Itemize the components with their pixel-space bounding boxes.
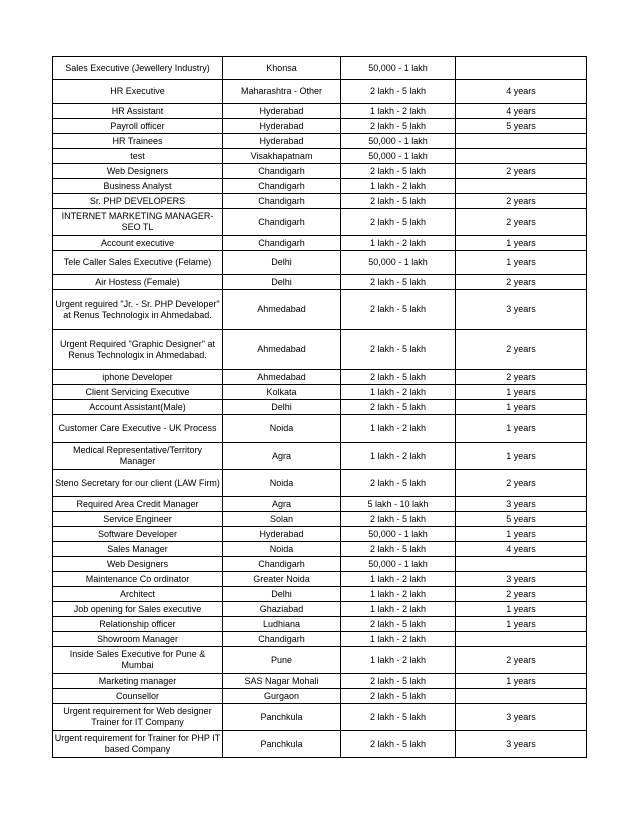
table-row (53, 731, 587, 758)
job-title-cell: HR Executive (53, 80, 223, 104)
location-cell: Noida (223, 415, 341, 443)
table-row (53, 275, 587, 290)
salary-range-cell: 2 lakh - 5 lakh (341, 370, 456, 385)
job-title-cell: Software Developer (53, 527, 223, 542)
experience-cell: 3 years (456, 290, 587, 330)
experience-cell (456, 57, 587, 80)
job-title-cell: Urgent requirement for Web designer Trainer for IT Company (53, 704, 223, 731)
experience-cell (456, 134, 587, 149)
job-title-cell: Sr. PHP DEVELOPERS (53, 194, 223, 209)
location-cell: Chandigarh (223, 236, 341, 251)
job-title-cell: Service Engineer (53, 512, 223, 527)
salary-range-cell: 50,000 - 1 lakh (341, 557, 456, 572)
experience-cell: 1 years (456, 415, 587, 443)
table-row (53, 119, 587, 134)
salary-range-cell: 2 lakh - 5 lakh (341, 731, 456, 758)
job-title-cell: Web Designers (53, 557, 223, 572)
salary-range-cell: 2 lakh - 5 lakh (341, 617, 456, 632)
experience-cell: 1 years (456, 674, 587, 689)
location-cell: Visakhapatnam (223, 149, 341, 164)
location-cell: Khonsa (223, 57, 341, 80)
job-title-cell: Account Assistant(Male) (53, 400, 223, 415)
table-row (53, 149, 587, 164)
table-row (53, 542, 587, 557)
location-cell: Chandigarh (223, 179, 341, 194)
location-cell: Greater Noida (223, 572, 341, 587)
location-cell: Agra (223, 497, 341, 512)
experience-cell: 2 years (456, 587, 587, 602)
salary-range-cell: 1 lakh - 2 lakh (341, 236, 456, 251)
table-row (53, 617, 587, 632)
table-row (53, 647, 587, 674)
table-row (53, 134, 587, 149)
salary-range-cell: 2 lakh - 5 lakh (341, 119, 456, 134)
table-row (53, 512, 587, 527)
job-title-cell: Web Designers (53, 164, 223, 179)
salary-range-cell: 1 lakh - 2 lakh (341, 415, 456, 443)
experience-cell: 1 years (456, 602, 587, 617)
salary-range-cell: 2 lakh - 5 lakh (341, 512, 456, 527)
job-title-cell: Business Analyst (53, 179, 223, 194)
job-title-cell: Client Servicing Executive (53, 385, 223, 400)
location-cell: Kolkata (223, 385, 341, 400)
salary-range-cell: 1 lakh - 2 lakh (341, 632, 456, 647)
location-cell: Noida (223, 470, 341, 497)
job-title-cell: Relationship officer (53, 617, 223, 632)
job-title-cell: Maintenance Co ordinator (53, 572, 223, 587)
experience-cell: 5 years (456, 119, 587, 134)
location-cell: Maharashtra - Other (223, 80, 341, 104)
job-title-cell: Customer Care Executive - UK Process (53, 415, 223, 443)
table-row (53, 443, 587, 470)
job-title-cell: Sales Manager (53, 542, 223, 557)
job-title-cell: HR Trainees (53, 134, 223, 149)
salary-range-cell: 2 lakh - 5 lakh (341, 290, 456, 330)
location-cell: Delhi (223, 400, 341, 415)
location-cell: Hyderabad (223, 119, 341, 134)
job-title-cell: Required Area Credit Manager (53, 497, 223, 512)
location-cell: Ahmedabad (223, 370, 341, 385)
location-cell: Chandigarh (223, 557, 341, 572)
table-row (53, 385, 587, 400)
table-row (53, 290, 587, 330)
salary-range-cell: 1 lakh - 2 lakh (341, 587, 456, 602)
salary-range-cell: 50,000 - 1 lakh (341, 251, 456, 275)
location-cell: Ludhiana (223, 617, 341, 632)
table-row (53, 179, 587, 194)
location-cell: Panchkula (223, 731, 341, 758)
salary-range-cell: 1 lakh - 2 lakh (341, 385, 456, 400)
location-cell: Delhi (223, 251, 341, 275)
salary-range-cell: 1 lakh - 2 lakh (341, 602, 456, 617)
salary-range-cell: 1 lakh - 2 lakh (341, 572, 456, 587)
salary-range-cell: 5 lakh - 10 lakh (341, 497, 456, 512)
job-title-cell: INTERNET MARKETING MANAGER-SEO TL (53, 209, 223, 236)
location-cell: Delhi (223, 275, 341, 290)
job-title-cell: HR Assistant (53, 104, 223, 119)
job-title-cell: test (53, 149, 223, 164)
location-cell: Panchkula (223, 704, 341, 731)
job-listing-rows (53, 57, 587, 758)
table-row (53, 370, 587, 385)
job-listing-sheet (52, 56, 587, 758)
location-cell: Hyderabad (223, 527, 341, 542)
salary-range-cell: 2 lakh - 5 lakh (341, 704, 456, 731)
location-cell: Solan (223, 512, 341, 527)
table-row (53, 674, 587, 689)
salary-range-cell: 50,000 - 1 lakh (341, 527, 456, 542)
table-row (53, 527, 587, 542)
table-row (53, 557, 587, 572)
table-row (53, 587, 587, 602)
salary-range-cell: 2 lakh - 5 lakh (341, 674, 456, 689)
table-row (53, 330, 587, 370)
job-title-cell: Showroom Manager (53, 632, 223, 647)
table-row (53, 194, 587, 209)
table-row (53, 602, 587, 617)
table-row (53, 415, 587, 443)
location-cell: Chandigarh (223, 209, 341, 236)
experience-cell (456, 557, 587, 572)
experience-cell: 2 years (456, 194, 587, 209)
job-listing-table (52, 56, 587, 758)
table-row (53, 470, 587, 497)
experience-cell: 2 years (456, 275, 587, 290)
location-cell: Hyderabad (223, 134, 341, 149)
experience-cell: 5 years (456, 512, 587, 527)
location-cell: SAS Nagar Mohali (223, 674, 341, 689)
table-row (53, 400, 587, 415)
experience-cell: 2 years (456, 370, 587, 385)
salary-range-cell: 1 lakh - 2 lakh (341, 647, 456, 674)
salary-range-cell: 1 lakh - 2 lakh (341, 104, 456, 119)
salary-range-cell: 2 lakh - 5 lakh (341, 194, 456, 209)
salary-range-cell: 2 lakh - 5 lakh (341, 209, 456, 236)
salary-range-cell: 50,000 - 1 lakh (341, 134, 456, 149)
job-title-cell: Sales Executive (Jewellery Industry) (53, 57, 223, 80)
location-cell: Gurgaon (223, 689, 341, 704)
table-row (53, 104, 587, 119)
salary-range-cell: 2 lakh - 5 lakh (341, 400, 456, 415)
job-title-cell: Urgent Required "Graphic Designer" at Renus Technologix in Ahmedabad. (53, 330, 223, 370)
experience-cell: 1 years (456, 385, 587, 400)
job-title-cell: Architect (53, 587, 223, 602)
job-title-cell: Inside Sales Executive for Pune & Mumbai (53, 647, 223, 674)
job-title-cell: Tele Caller Sales Executive (Felame) (53, 251, 223, 275)
job-title-cell: Medical Representative/Territory Manager (53, 443, 223, 470)
job-title-cell: Marketing manager (53, 674, 223, 689)
experience-cell: 1 years (456, 617, 587, 632)
table-row (53, 236, 587, 251)
experience-cell: 3 years (456, 572, 587, 587)
job-title-cell: Counsellor (53, 689, 223, 704)
experience-cell: 2 years (456, 330, 587, 370)
job-title-cell: Urgent reguired "Jr. - Sr. PHP Developer" at Renus Technologix in Ahmedabad. (53, 290, 223, 330)
salary-range-cell: 50,000 - 1 lakh (341, 57, 456, 80)
location-cell: Hyderabad (223, 104, 341, 119)
experience-cell (456, 689, 587, 704)
salary-range-cell: 2 lakh - 5 lakh (341, 80, 456, 104)
job-title-cell: Job opening for Sales executive (53, 602, 223, 617)
experience-cell: 2 years (456, 470, 587, 497)
salary-range-cell: 2 lakh - 5 lakh (341, 330, 456, 370)
location-cell: Ahmedabad (223, 330, 341, 370)
salary-range-cell: 1 lakh - 2 lakh (341, 443, 456, 470)
experience-cell: 4 years (456, 104, 587, 119)
location-cell: Delhi (223, 587, 341, 602)
location-cell: Agra (223, 443, 341, 470)
location-cell: Ghaziabad (223, 602, 341, 617)
job-title-cell: Steno Secretary for our client (LAW Firm) (53, 470, 223, 497)
experience-cell (456, 632, 587, 647)
experience-cell: 1 years (456, 443, 587, 470)
experience-cell: 1 years (456, 527, 587, 542)
job-title-cell: Air Hostess (Female) (53, 275, 223, 290)
experience-cell: 2 years (456, 164, 587, 179)
experience-cell: 3 years (456, 704, 587, 731)
table-row (53, 689, 587, 704)
table-row (53, 251, 587, 275)
salary-range-cell: 2 lakh - 5 lakh (341, 689, 456, 704)
location-cell: Chandigarh (223, 194, 341, 209)
job-title-cell: Urgent requirement for Trainer for PHP IT based Company (53, 731, 223, 758)
table-row (53, 497, 587, 512)
experience-cell: 2 years (456, 647, 587, 674)
salary-range-cell: 2 lakh - 5 lakh (341, 164, 456, 179)
salary-range-cell: 2 lakh - 5 lakh (341, 542, 456, 557)
salary-range-cell: 50,000 - 1 lakh (341, 149, 456, 164)
job-title-cell: Payroll officer (53, 119, 223, 134)
experience-cell: 3 years (456, 497, 587, 512)
experience-cell: 1 years (456, 400, 587, 415)
job-title-cell: iphone Developer (53, 370, 223, 385)
salary-range-cell: 2 lakh - 5 lakh (341, 275, 456, 290)
experience-cell: 1 years (456, 251, 587, 275)
job-title-cell: Account executive (53, 236, 223, 251)
table-row (53, 57, 587, 80)
location-cell: Ahmedabad (223, 290, 341, 330)
experience-cell: 4 years (456, 542, 587, 557)
location-cell: Chandigarh (223, 632, 341, 647)
salary-range-cell: 2 lakh - 5 lakh (341, 470, 456, 497)
table-row (53, 572, 587, 587)
experience-cell: 1 years (456, 236, 587, 251)
location-cell: Pune (223, 647, 341, 674)
experience-cell (456, 149, 587, 164)
salary-range-cell: 1 lakh - 2 lakh (341, 179, 456, 194)
table-row (53, 164, 587, 179)
location-cell: Chandigarh (223, 164, 341, 179)
experience-cell: 4 years (456, 80, 587, 104)
experience-cell: 3 years (456, 731, 587, 758)
table-row (53, 80, 587, 104)
table-row (53, 632, 587, 647)
table-row (53, 209, 587, 236)
experience-cell: 2 years (456, 209, 587, 236)
table-row (53, 704, 587, 731)
location-cell: Noida (223, 542, 341, 557)
experience-cell (456, 179, 587, 194)
